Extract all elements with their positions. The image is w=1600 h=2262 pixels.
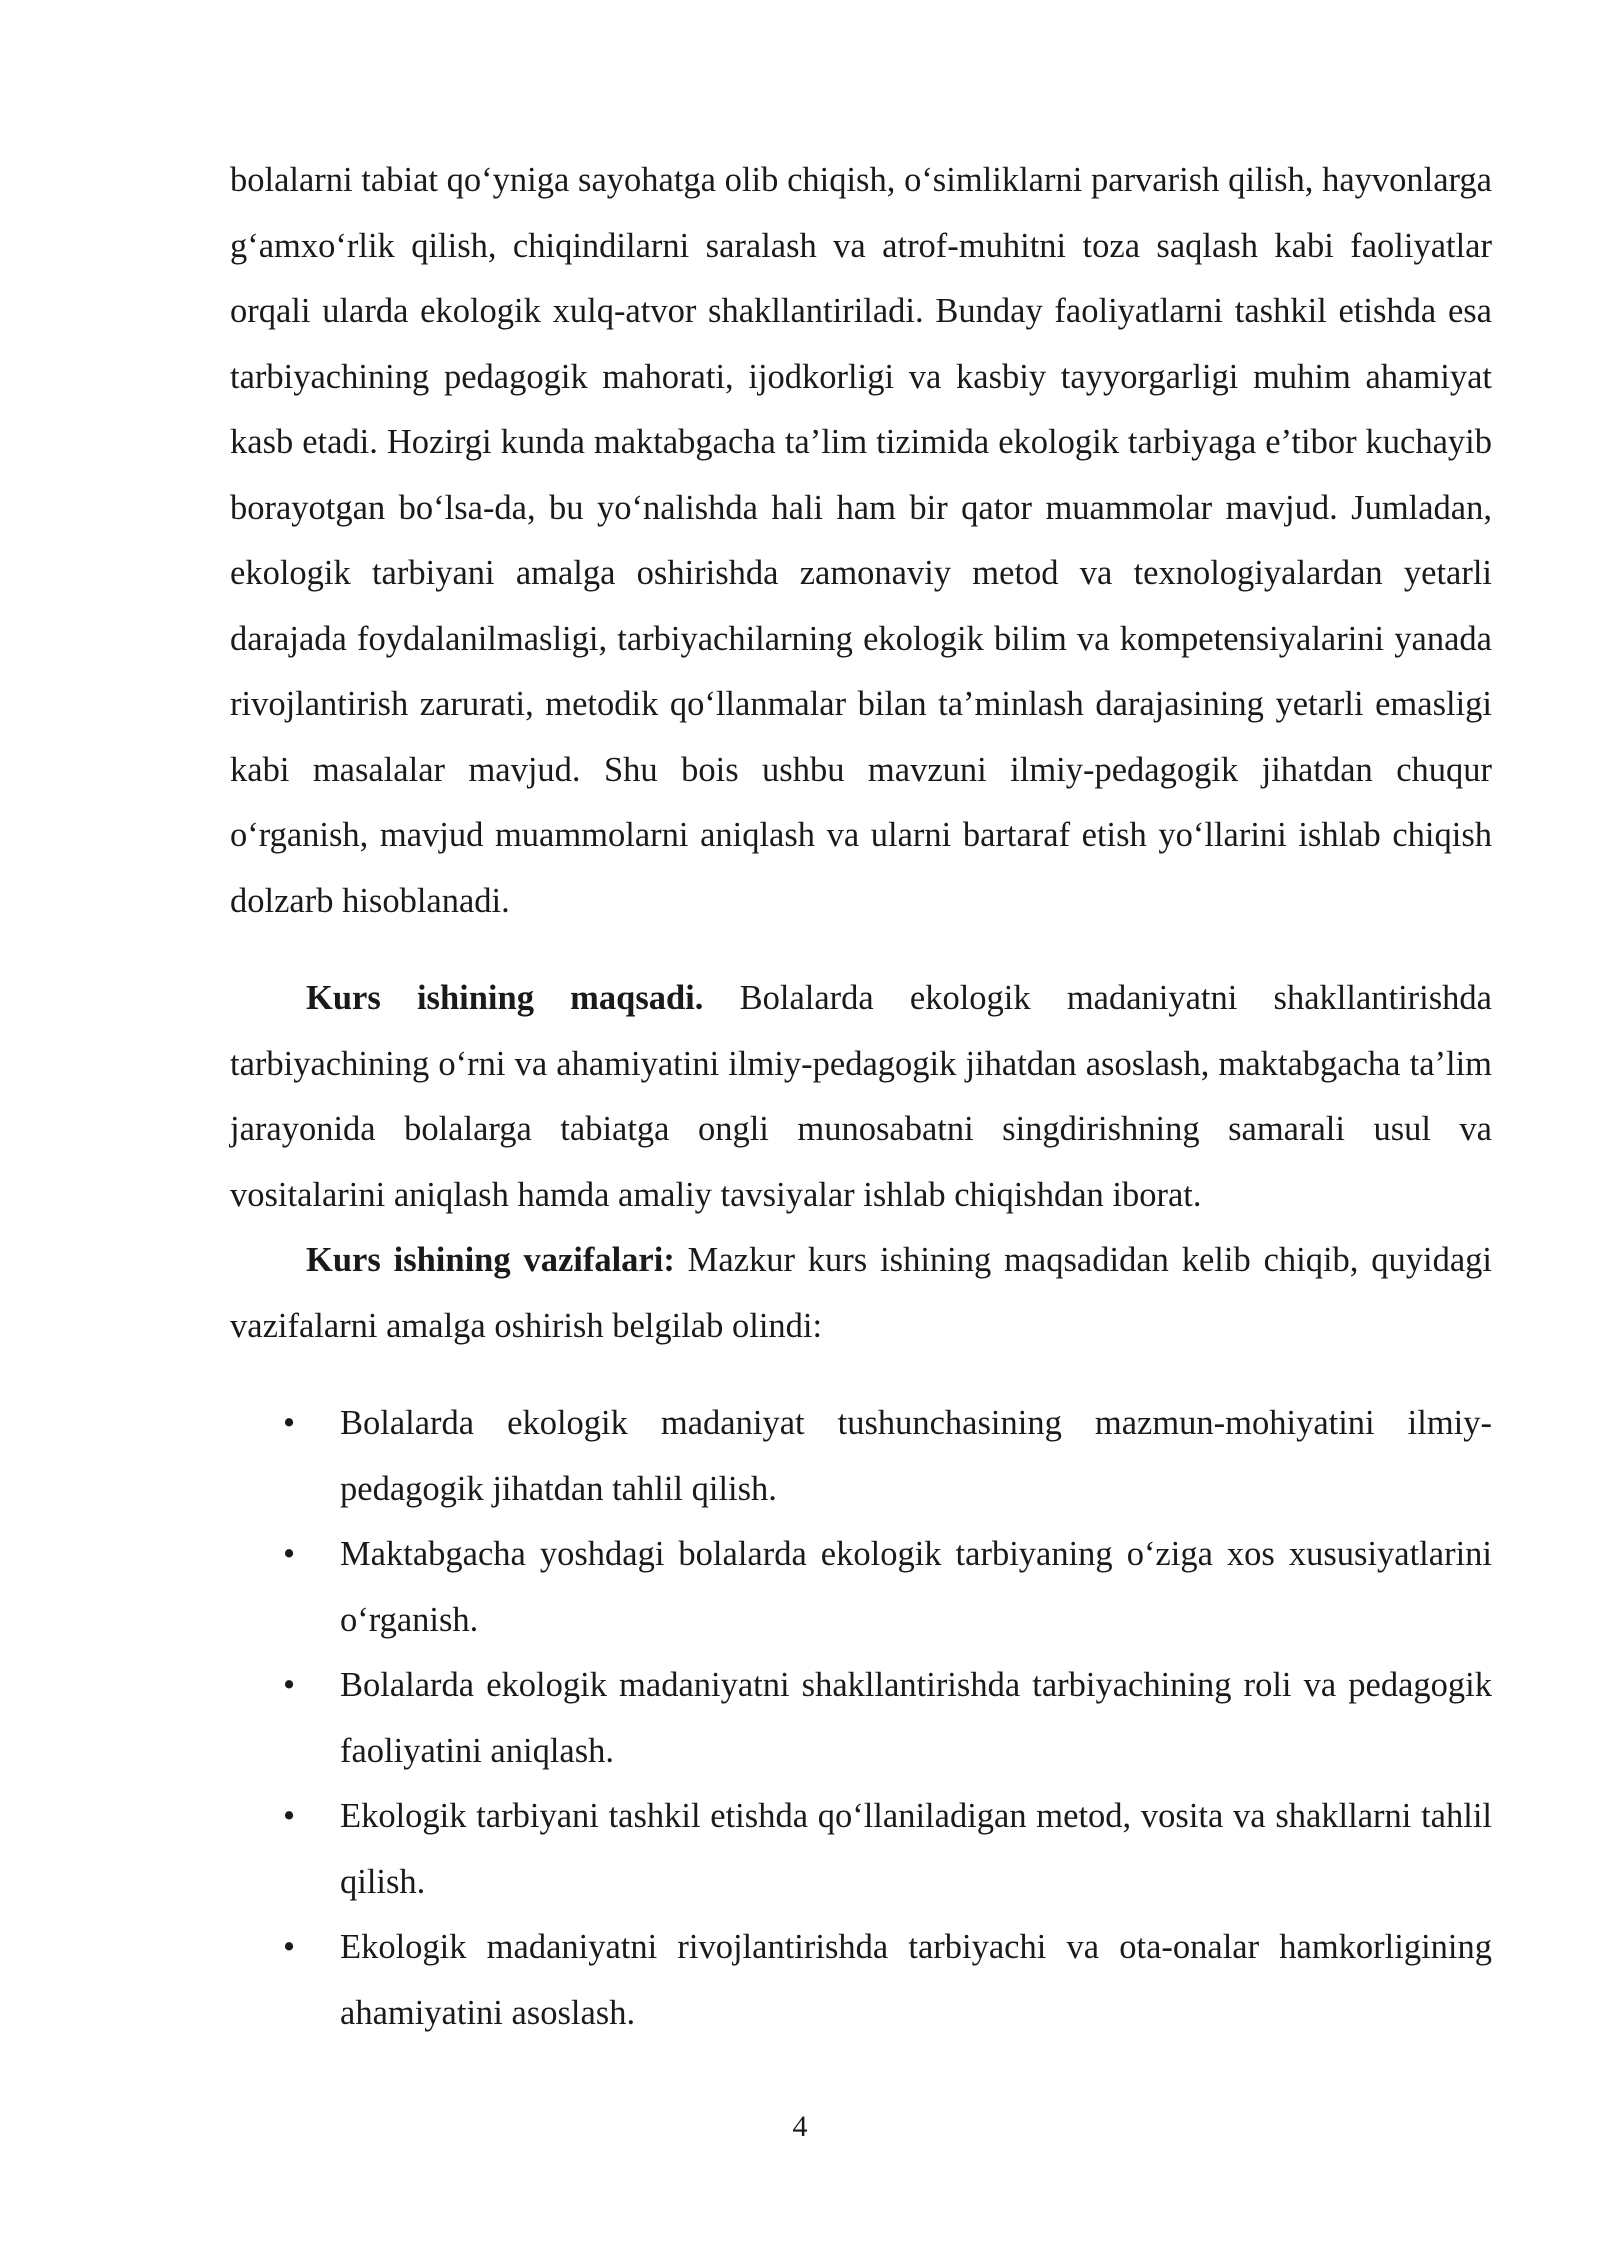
goal-heading: Kurs ishining maqsadi. <box>306 979 704 1017</box>
page-number: 4 <box>792 2110 808 2143</box>
list-item-text: Bolalarda ekologik madaniyatni shakllantirishda tarbiyachining roli va pedagogik faoliyatini aniqlash. <box>340 1666 1492 1770</box>
tasks-heading: Kurs ishining vazifalari: <box>306 1241 675 1279</box>
tasks-paragraph <box>230 1228 1492 1359</box>
bullet-icon: • <box>282 1928 296 1966</box>
tasks-list <box>230 1391 1492 2046</box>
bullet-icon: • <box>282 1797 296 1835</box>
list-item <box>230 1784 1492 1915</box>
list-item-text: Maktabgacha yoshdagi bolalarda ekologik tarbiyaning o‘ziga xos xususiyatlarini o‘rganish. <box>340 1535 1492 1639</box>
list-item-text: Ekologik tarbiyani tashkil etishda qo‘llaniladigan metod, vosita va shakllarni tahlil qilish. <box>340 1797 1492 1901</box>
list-item <box>230 1391 1492 1522</box>
bullet-icon: • <box>282 1535 296 1573</box>
goal-text: Bolalarda ekologik madaniyatni shakllantirishda tarbiyachining o‘rni va ahamiyatini ilmiy-pedagogik jihatdan asoslash, maktabgacha ta’lim jarayonida bolalarga tabiatga ongli munosabatni singdirishning samarali usul va vositalarini aniqlash hamda amaliy tavsiyalar ishlab chiqishdan iborat. <box>230 979 1492 1214</box>
list-item <box>230 1915 1492 2046</box>
list-item-text: Ekologik madaniyatni rivojlantirishda tarbiyachi va ota-onalar hamkorligining ahamiyatini asoslash. <box>340 1928 1492 2032</box>
list-item <box>230 1522 1492 1653</box>
list-item <box>230 1653 1492 1784</box>
bullet-icon: • <box>282 1666 296 1704</box>
goal-paragraph <box>230 966 1492 1228</box>
tasks-intro-text: Mazkur kurs ishining maqsadidan kelib chiqib, quyidagi vazifalarni amalga oshirish belgilab olindi: <box>230 1241 1493 1345</box>
bullet-icon: • <box>282 1404 296 1442</box>
list-item-text: Bolalarda ekologik madaniyat tushunchasining mazmun-mohiyatini ilmiy-pedagogik jihatdan tahlil qilish. <box>340 1404 1492 1508</box>
intro-paragraph: bolalarni tabiat qo‘yniga sayohatga olib chiqish, o‘simliklarni parvarish qilish, hayvonlarga g‘amxo‘rlik qilish, chiqindilarni saralash va atrof-muhitni toza saqlash kabi faoliyatlar orqali ularda ekologik xulq-atvor shakllantiriladi. Bunday faoliyatlarni tashkil etishda esa tarbiyachining pedagogik mahorati, ijodkorligi va kasbiy tayyorgarligi muhim ahamiyat kasb etadi. Hozirgi kunda maktabgacha ta’lim tizimida ekologik tarbiyaga e’tibor kuchayib borayotgan bo‘lsa-da, bu yo‘nalishda hali ham bir qator muammolar mavjud. Jumladan, ekologik tarbiyani amalga oshirishda zamonaviy metod va texnologiyalardan yetarli darajada foydalanilmasligi, tarbiyachilarning ekologik bilim va kompetensiyalarini yanada rivojlantirish zarurati, metodik qo‘llanmalar bilan ta’minlash darajasining yetarli emasligi kabi masalalar mavjud. Shu bois ushbu mavzuni ilmiy-pedagogik jihatdan chuqur o‘rganish, mavjud muammolarni aniqlash va ularni bartaraf etish yo‘llarini ishlab chiqish dolzarb hisoblanadi. <box>230 161 1492 920</box>
document-page <box>230 148 1492 2046</box>
